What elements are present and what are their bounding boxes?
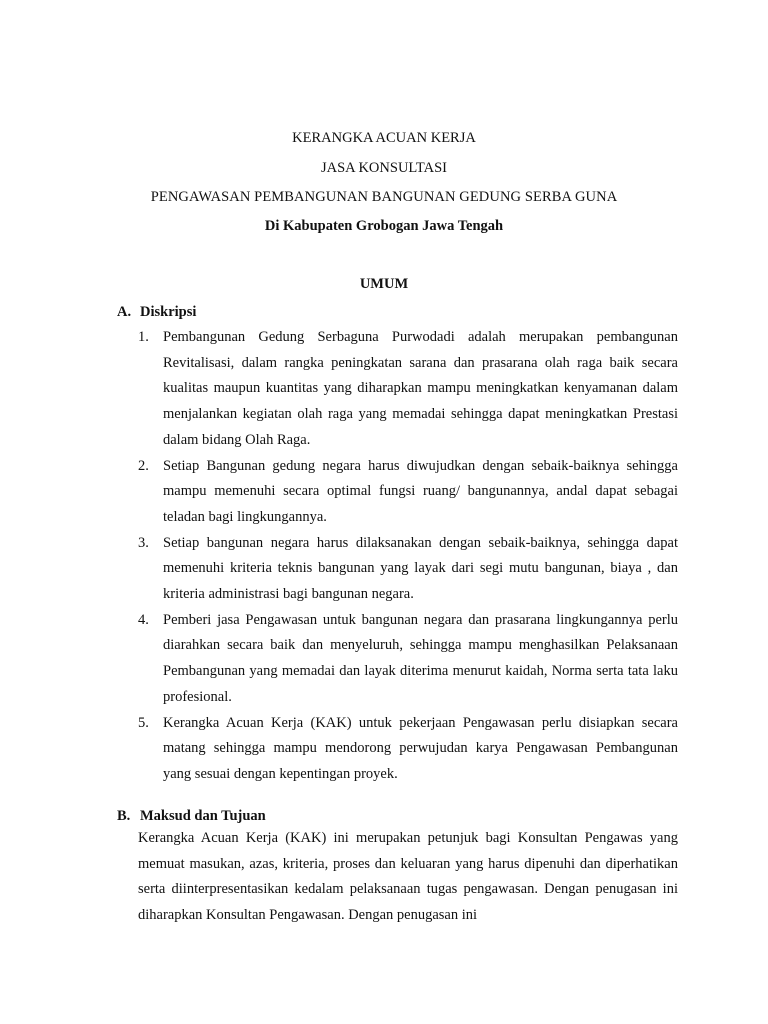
document-title: KERANGKA ACUAN KERJA: [292, 130, 476, 146]
description-list: [138, 325, 678, 788]
section-umum-heading: UMUM: [359, 276, 409, 292]
document-location: Di Kabupaten Grobogan Jawa Tengah: [264, 218, 504, 234]
list-item: [138, 531, 678, 608]
section-b-title: Maksud dan Tujuan: [140, 808, 266, 824]
list-item-text: Pembangunan Gedung Serbaguna Purwodadi adalah merupakan pembangunan Revitalisasi, dalam rangka peningkatan sarana dan prasarana olah raga baik secara kualitas maupun kuantitas yang diharapkan mampu meningkatkan kenyamanan dalam menjalankan kegiatan olah raga yang memadai sehingga dapat meningkatkan Prestasi dalam bidang Olah Raga.: [163, 329, 678, 448]
list-item: [138, 454, 678, 531]
list-item: [138, 325, 678, 454]
list-item-text: Setiap bangunan negara harus dilaksanakan dengan sebaik-baiknya, sehingga dapat memenuhi kriteria teknis bangunan yang layak dari segi mutu bangunan, biaya , dan kriteria administrasi bagi bangunan negara.: [163, 534, 678, 603]
list-item-number: 4.: [138, 611, 149, 628]
list-item-text: Setiap Bangunan gedung negara harus diwujudkan dengan sebaik-baiknya sehingga mampu memenuhi secara optimal fungsi ruang/ bangunannya, andal dapat sebagai teladan bagi lingkungannya.: [163, 457, 678, 525]
section-b-heading: [117, 806, 266, 826]
document-subtitle: JASA KONSULTASI: [320, 160, 447, 176]
list-item-text: Kerangka Acuan Kerja (KAK) untuk pekerjaan Pengawasan perlu disiapkan secara matang sehingga mampu mendorong perwujudan karya Pengawasan Pembangunan yang sesuai dengan kepentingan proyek.: [163, 714, 678, 782]
section-a-title: Diskripsi: [140, 304, 197, 320]
section-a-letter: A.: [117, 304, 132, 320]
list-item-number: 2.: [138, 457, 149, 474]
list-item: [138, 711, 678, 788]
section-b-letter: B.: [117, 808, 131, 824]
list-item-text: Pemberi jasa Pengawasan untuk bangunan negara dan prasarana lingkungannya perlu diarahkan secara baik dan menyeluruh, sehingga mampu menghasilkan Pelaksanaan Pembangunan yang memadai dan layak diterima menurut kaidah, Norma serta tata laku profesional.: [163, 611, 678, 705]
section-a-heading: [117, 302, 196, 322]
list-item-number: 3.: [138, 534, 149, 551]
document-project-title: PENGAWASAN PEMBANGUNAN BANGUNAN GEDUNG SERBA GUNA: [150, 189, 618, 205]
list-item-number: 5.: [138, 714, 149, 731]
list-item-number: 1.: [138, 329, 149, 345]
list-item: [138, 608, 678, 711]
section-b-paragraph: Kerangka Acuan Kerja (KAK) ini merupakan petunjuk bagi Konsultan Pengawas yang memuat masukan, azas, kriteria, proses dan keluaran yang harus dipenuhi dan diperhatikan serta diinterpresentasikan kedalam pelaksanaan tugas pengawasan. Dengan penugasan ini diharapkan Konsultan Pengawasan. Dengan penugasan ini: [138, 830, 678, 924]
